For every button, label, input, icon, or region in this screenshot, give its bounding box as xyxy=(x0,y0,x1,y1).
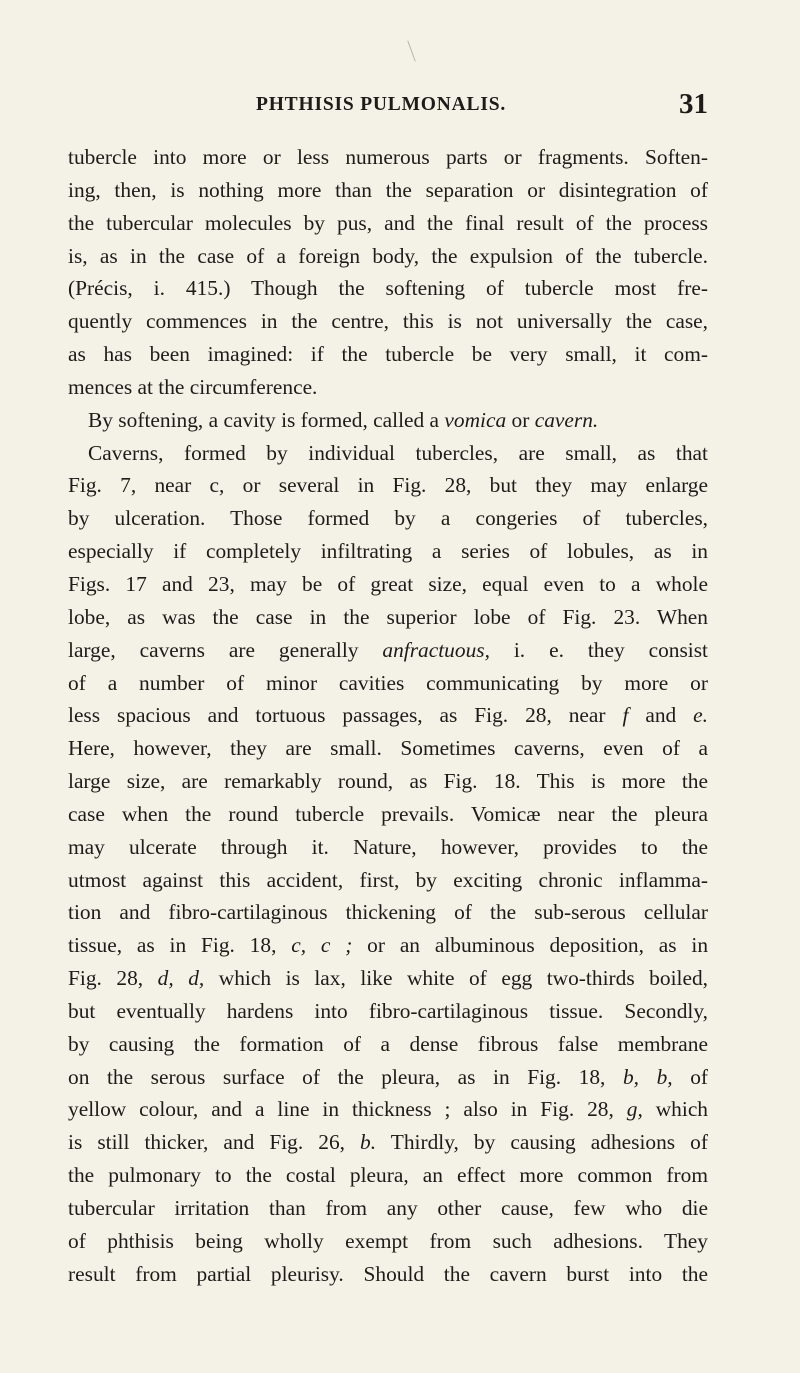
text-line: tubercle into more or less numerous parts or fragments. Soften- xyxy=(68,145,708,169)
text-line: (Précis, i. 415.) Though the softening of tubercle most fre- xyxy=(68,276,708,301)
italic-term: cavern. xyxy=(534,407,599,432)
text-run: Fig. 28, xyxy=(68,966,158,991)
text-line xyxy=(68,404,708,437)
text-line: the tubercular molecules by pus, and the final result of the process xyxy=(68,210,708,235)
text-run: is still thicker, and Fig. 26, xyxy=(68,1130,361,1155)
text-line: case when the round tubercle prevails. Vomicæ near the pleura xyxy=(68,801,708,826)
text-line: Fig. 7, near c, or several in Fig. 28, but they may enlarge xyxy=(68,473,708,498)
italic-term: b, b, xyxy=(622,1064,673,1089)
text-line: Here, however, they are small. Sometimes caverns, even of a xyxy=(68,736,708,761)
text-line: tion and fibro-cartilaginous thickening of the sub-serous cellular xyxy=(68,900,708,925)
text-line xyxy=(68,699,708,732)
text-line: of phthisis being wholly exempt from such adhesions. They xyxy=(68,1228,708,1253)
text-run: Thirdly, by causing adhesions of xyxy=(376,1130,708,1155)
italic-term: e. xyxy=(693,703,708,728)
text-line: tubercular irritation than from any other cause, few who die xyxy=(68,1196,708,1220)
text-line xyxy=(68,1126,708,1159)
text-line xyxy=(68,634,708,667)
text-line: lobe, as was the case in the superior lobe of Fig. 23. When xyxy=(68,604,708,629)
text-line: large size, are remarkably round, as Fig. 18. This is more the xyxy=(68,769,708,794)
text-line: the pulmonary to the costal pleura, an effect more common from xyxy=(68,1163,708,1188)
text-run: yellow colour, and a line in thickness ; also in Fig. 28, xyxy=(68,1097,627,1122)
body-text xyxy=(68,141,708,1291)
text-run: and xyxy=(628,703,694,728)
text-line: utmost against this accident, first, by exciting chronic inflamma- xyxy=(68,867,708,892)
text-run: on the serous surface of the pleura, as in Fig. 18, xyxy=(68,1064,623,1089)
text-line xyxy=(68,962,708,995)
text-line: as has been imagined: if the tubercle be very small, it com- xyxy=(68,342,708,367)
text-line: mences at the circumference. xyxy=(68,374,318,399)
text-run: of xyxy=(672,1064,709,1089)
text-line: of a number of minor cavities communicating by more or xyxy=(68,670,708,695)
text-line: Caverns, formed by individual tubercles, are small, as that xyxy=(88,440,708,465)
italic-term: anfractuous, xyxy=(382,637,490,662)
text-line: Figs. 17 and 23, may be of great size, equal even to a whole xyxy=(68,571,708,596)
text-run: tissue, as in Fig. 18, xyxy=(68,933,292,958)
text-line xyxy=(68,1093,708,1126)
text-run: By softening, a cavity is formed, called a xyxy=(88,407,445,432)
text-run: which xyxy=(642,1097,709,1122)
page-number: 31 xyxy=(679,88,708,120)
text-line: may ulcerate through it. Nature, however, provides to the xyxy=(68,834,708,859)
text-run: less spacious and tortuous passages, as Fig. 28, near xyxy=(68,703,623,728)
italic-term: d, d, xyxy=(157,966,205,991)
italic-term: c, c ; xyxy=(291,933,353,958)
text-line: by causing the formation of a dense fibrous false membrane xyxy=(68,1031,708,1056)
running-title: PHTHISIS PULMONALIS. xyxy=(256,94,507,115)
ink-mark xyxy=(407,40,415,61)
text-line: is, as in the case of a foreign body, the expulsion of the tubercle. xyxy=(68,243,708,268)
text-run: which is lax, like white of egg two-thirds boiled, xyxy=(204,966,708,991)
text-run: or xyxy=(506,407,535,432)
italic-term: f xyxy=(622,703,629,728)
italic-term: b. xyxy=(360,1130,377,1155)
text-line: by ulceration. Those formed by a congeries of tubercles, xyxy=(68,506,708,531)
text-run: large, caverns are generally xyxy=(68,637,383,662)
running-head xyxy=(256,88,708,126)
text-run: or an albuminous deposition, as in xyxy=(352,933,709,958)
text-line: ing, then, is nothing more than the separation or disintegration of xyxy=(68,177,708,202)
text-line xyxy=(68,929,708,962)
text-line xyxy=(68,1061,708,1094)
text-line: especially if completely infiltrating a series of lobules, as in xyxy=(68,539,708,564)
text-line: quently commences in the centre, this is not universally the case, xyxy=(68,309,708,334)
text-run: i. e. they consist xyxy=(489,637,708,662)
italic-term: g, xyxy=(626,1097,643,1122)
text-line: but eventually hardens into fibro-cartilaginous tissue. Secondly, xyxy=(68,998,708,1023)
text-line: result from partial pleurisy. Should the cavern burst into the xyxy=(68,1261,708,1286)
italic-term: vomica xyxy=(444,407,507,432)
